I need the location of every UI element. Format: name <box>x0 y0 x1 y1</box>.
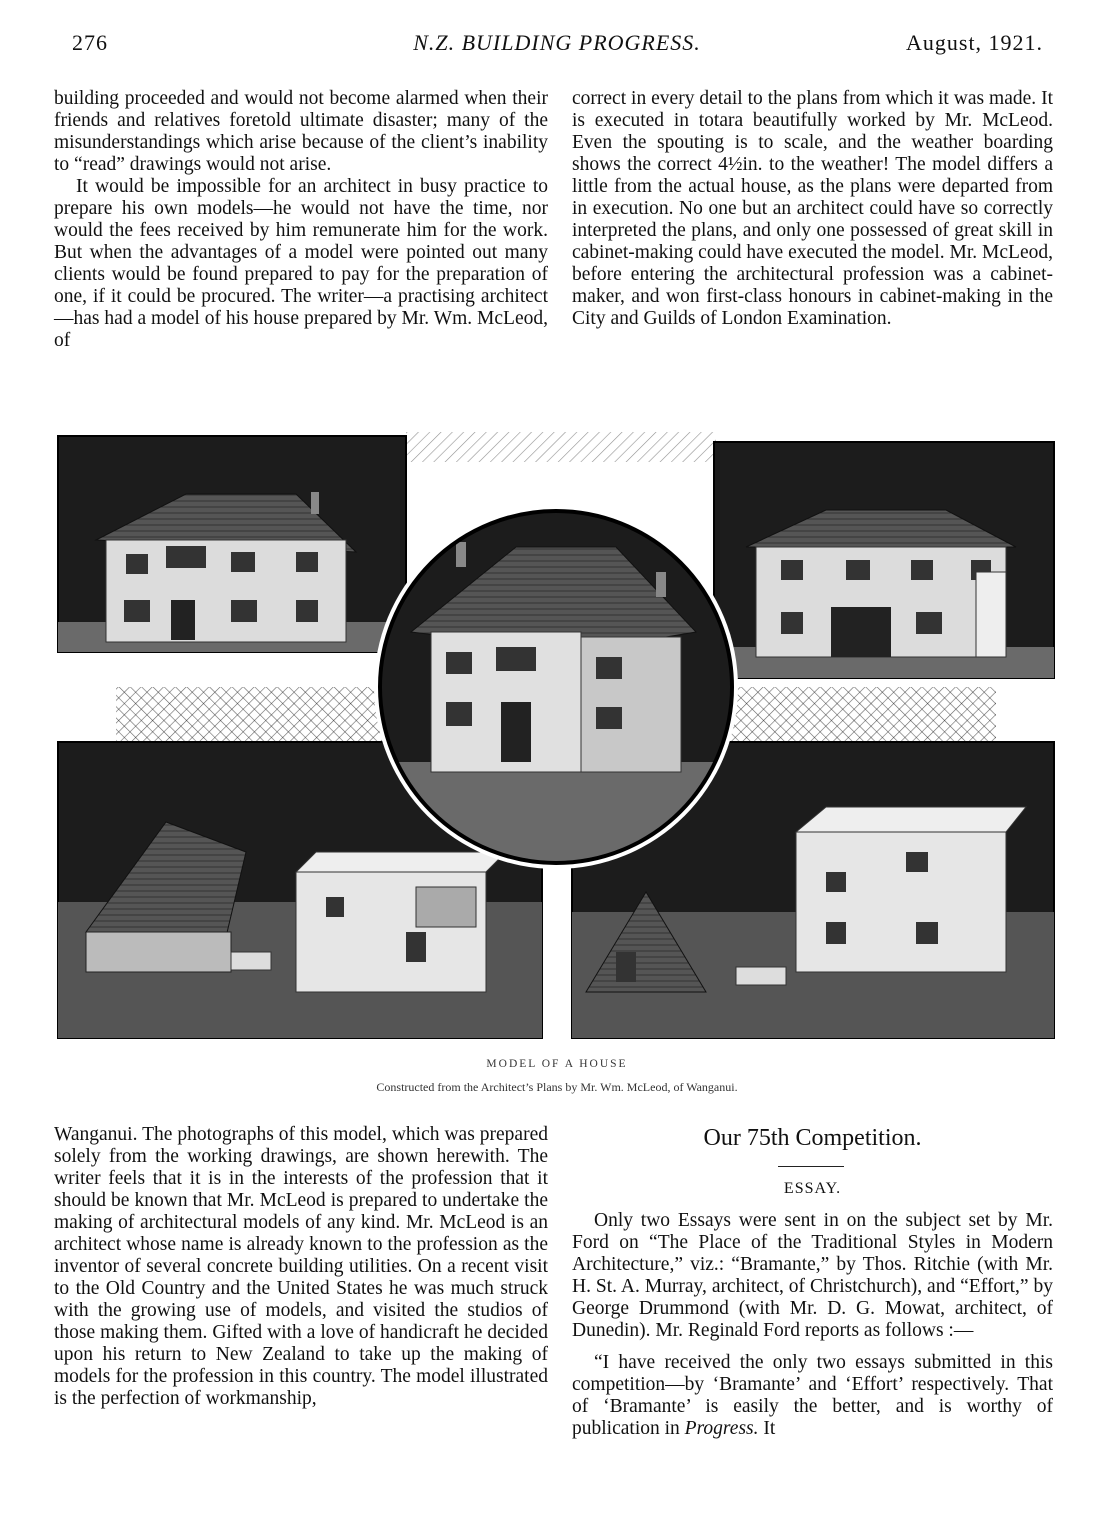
page-number: 276 <box>72 30 108 55</box>
competition-text <box>572 1210 1053 1440</box>
paragraph: Only two Essays were sent in on the subject set by Mr. Ford on “The Place of the Traditional Styles in Modern Architecture,” viz.: “Bramante,” by Thos. Ritchie (with Mr. H. St. A. Murray, architect, of Christchurch), and “Effort,” by George Drummond (with Mr. D. G. Mowat, architect, of Dunedin). Mr. Reginald Ford reports as follows :— <box>572 1210 1053 1341</box>
photo-collage <box>56 432 1056 1044</box>
publication-name: Progress. <box>684 1418 759 1439</box>
competition-title: Our 75th Competition. <box>703 1125 922 1151</box>
journal-title: N.Z. BUILDING PROGRESS. <box>413 30 701 55</box>
title-rule <box>778 1166 844 1167</box>
paragraph: correct in every detail to the plans from which it was made. It is executed in totara beautifully worked by Mr. McLeod. Even the spouting is to scale, and the weather boarding shows the correct 4½in. to the weather! The model differs a little from the actual house, as the plans were departed from in execution. No one but an architect could have so correctly interpreted the plans, and only one possessed of great skill in cabinet-making could have executed the model. Mr. McLeod, before entering the architectural profession was a cabinet-maker, and won first-class honours in cabinet-making in the City and Guilds of London Examination. <box>572 88 1053 329</box>
essay-heading: ESSAY. <box>783 1180 842 1197</box>
photo-center-circle <box>374 505 738 872</box>
report-text: “I have received the only two essays submitted in this competition—by ‘Bramante’ and ‘Effort’ respectively. That of ‘Bramante’ is easily the better, and is worthy of publication in <box>572 1352 1053 1439</box>
report-text-end: It <box>758 1418 776 1439</box>
photo-top-right <box>714 442 1054 678</box>
top-left-column <box>54 88 548 352</box>
bottom-left-column <box>54 1124 548 1410</box>
paragraph: building proceeded and would not become alarmed when their friends and relatives foretold ultimate disaster; many of the misunderstandings which arise because of the client’s inability to “read” drawings would not arise. <box>54 88 548 175</box>
issue-date: August, 1921. <box>906 30 1044 55</box>
photo-top-left <box>58 436 406 652</box>
paragraph: Wanganui. The photographs of this model, which was prepared solely from the working drawings, are shown herewith. The writer feels that it is in the interests of the profession that it should be known that Mr. McLeod is prepared to undertake the making of architectural models of any kind. Mr. McLeod is an architect whose name is already known to the profession as the inventor of several concrete building utilities. On a recent visit to the Old Country and the United States he was much struck with the growing use of models, and visited the studios of those making them. Gifted with a love of handicraft he decided upon his return to New Zealand to take up the making of models for the profession in this country. The model illustrated is the perfection of workmanship, <box>54 1124 548 1409</box>
figure-caption-subtitle: Constructed from the Architect’s Plans by Mr. Wm. McLeod, of Wanganui. <box>376 1080 738 1094</box>
collage-graphic <box>56 432 1056 1044</box>
top-right-column <box>572 88 1053 330</box>
paragraph <box>572 1352 1053 1440</box>
figure-caption-title: MODEL OF A HOUSE <box>486 1058 628 1070</box>
paragraph: It would be impossible for an architect in busy practice to prepare his own models—he would not have the time, nor would the fees received by him remunerate him for the work. But when the advantages of a model were pointed out many clients would be found prepared to pay for the preparation of one, if it could be procured. The writer—a practising architect—has had a model of his house prepared by Mr. Wm. McLeod, of <box>54 176 548 351</box>
